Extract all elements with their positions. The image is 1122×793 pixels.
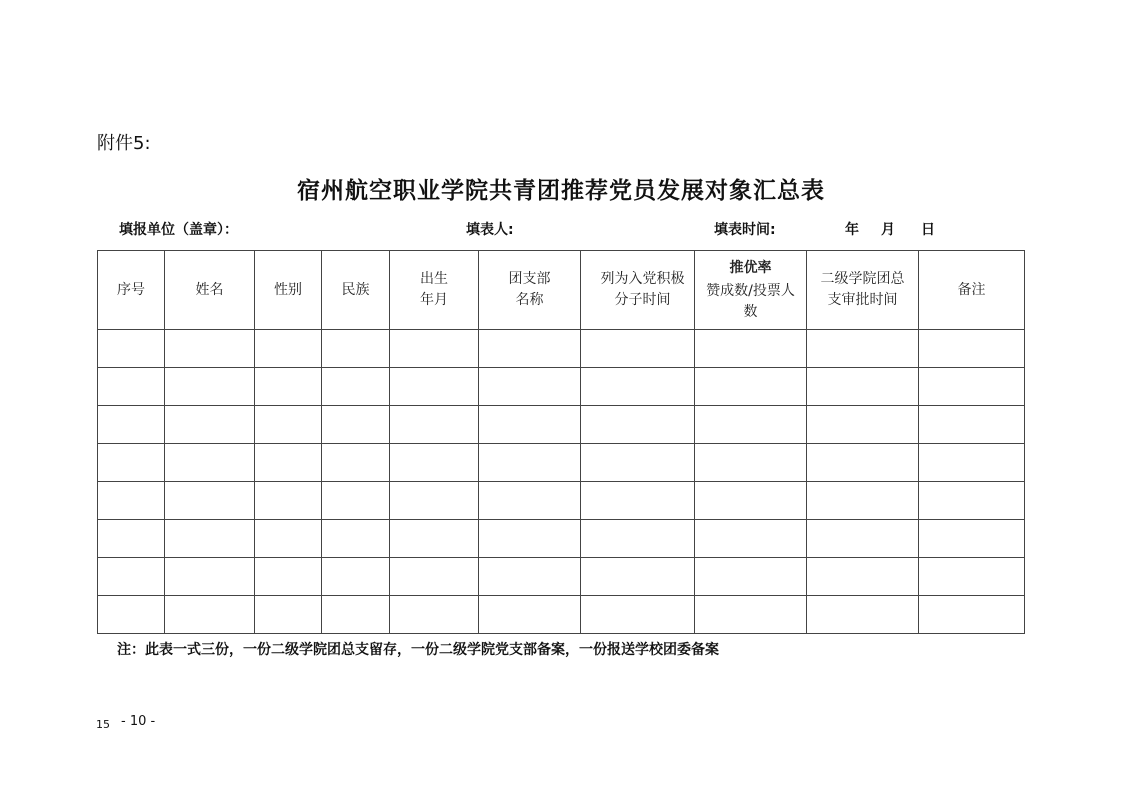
table-cell[interactable]	[255, 406, 322, 444]
table-cell[interactable]	[807, 558, 919, 596]
header-ethnicity-text: 民族	[341, 281, 370, 298]
table-cell[interactable]	[479, 330, 581, 368]
table-cell[interactable]	[479, 558, 581, 596]
table-cell[interactable]	[98, 520, 165, 558]
header-approval-time	[807, 251, 919, 330]
table-cell[interactable]	[695, 406, 807, 444]
table-row	[98, 596, 1025, 634]
header-rate-title: 推优率	[729, 259, 772, 276]
table-cell[interactable]	[919, 444, 1025, 482]
table-cell[interactable]	[581, 482, 695, 520]
table-cell[interactable]	[255, 596, 322, 634]
header-approval-line2: 支审批时间	[827, 292, 898, 308]
table-cell[interactable]	[479, 520, 581, 558]
document-title: 宿州航空职业学院共青团推荐党员发展对象汇总表	[297, 178, 825, 204]
table-cell[interactable]	[695, 330, 807, 368]
table-cell[interactable]	[98, 482, 165, 520]
month-label: 月	[881, 222, 895, 238]
table-cell[interactable]	[98, 444, 165, 482]
table-cell[interactable]	[695, 444, 807, 482]
table-cell[interactable]	[581, 596, 695, 634]
table-cell[interactable]	[581, 558, 695, 596]
table-cell[interactable]	[807, 368, 919, 406]
header-remarks	[919, 251, 1025, 330]
table-cell[interactable]	[98, 596, 165, 634]
header-recommend-rate	[695, 251, 807, 330]
table-cell[interactable]	[322, 520, 390, 558]
table-cell[interactable]	[479, 596, 581, 634]
header-gender	[255, 251, 322, 330]
table-row	[98, 558, 1025, 596]
table-cell[interactable]	[919, 368, 1025, 406]
header-birth-line2: 年月	[420, 292, 448, 308]
table-cell[interactable]	[165, 558, 255, 596]
table-cell[interactable]	[165, 520, 255, 558]
summary-table	[97, 250, 1025, 634]
header-activist-time	[581, 251, 695, 330]
table-cell[interactable]	[581, 368, 695, 406]
table-cell[interactable]	[322, 596, 390, 634]
header-ethnicity	[322, 251, 390, 330]
table-cell[interactable]	[919, 406, 1025, 444]
table-cell[interactable]	[807, 482, 919, 520]
table-cell[interactable]	[919, 596, 1025, 634]
table-header-row	[98, 251, 1025, 330]
header-seq-text: 序号	[117, 281, 145, 298]
table-cell[interactable]	[98, 406, 165, 444]
table-cell[interactable]	[919, 558, 1025, 596]
day-label: 日	[921, 222, 935, 238]
table-row	[98, 520, 1025, 558]
table-cell[interactable]	[695, 596, 807, 634]
table-cell[interactable]	[807, 596, 919, 634]
page-code: 15	[96, 718, 110, 731]
header-remarks-text: 备注	[957, 281, 986, 298]
table-row	[98, 444, 1025, 482]
table-cell[interactable]	[322, 406, 390, 444]
header-approval-line1: 二级学院团总	[820, 271, 905, 287]
table-body	[98, 330, 1025, 634]
table-cell[interactable]	[807, 406, 919, 444]
table-cell[interactable]	[807, 520, 919, 558]
table-cell[interactable]	[695, 482, 807, 520]
table-cell[interactable]	[390, 330, 479, 368]
table-cell[interactable]	[165, 596, 255, 634]
table-cell[interactable]	[255, 444, 322, 482]
table-cell[interactable]	[98, 330, 165, 368]
table-cell[interactable]	[479, 444, 581, 482]
table-cell[interactable]	[479, 368, 581, 406]
header-rate-line2: 数	[743, 303, 758, 320]
header-name	[165, 251, 255, 330]
header-birth-line1: 出生	[420, 271, 448, 287]
table-cell[interactable]	[98, 558, 165, 596]
header-activist-line2: 分子时间	[614, 292, 671, 308]
fill-time-label: 填表时间:	[714, 222, 776, 238]
table-cell[interactable]	[322, 482, 390, 520]
table-cell[interactable]	[390, 558, 479, 596]
table-row	[98, 330, 1025, 368]
table-cell[interactable]	[581, 406, 695, 444]
table-cell[interactable]	[165, 444, 255, 482]
table-cell[interactable]	[322, 368, 390, 406]
table-cell[interactable]	[390, 406, 479, 444]
header-branch-line2: 名称	[515, 292, 544, 308]
table-cell[interactable]	[695, 368, 807, 406]
table-cell[interactable]	[165, 482, 255, 520]
header-gender-text: 性别	[274, 281, 302, 298]
table-cell[interactable]	[255, 330, 322, 368]
table-cell[interactable]	[255, 482, 322, 520]
table-cell[interactable]	[581, 444, 695, 482]
table-cell[interactable]	[695, 520, 807, 558]
table-cell[interactable]	[165, 368, 255, 406]
table-cell[interactable]	[322, 558, 390, 596]
table-cell[interactable]	[919, 482, 1025, 520]
table-cell[interactable]	[255, 520, 322, 558]
table-cell[interactable]	[165, 330, 255, 368]
attachment-label: 附件5:	[97, 133, 151, 154]
table-cell[interactable]	[390, 596, 479, 634]
table-cell[interactable]	[581, 520, 695, 558]
table-cell[interactable]	[919, 330, 1025, 368]
filler-label: 填表人:	[466, 222, 514, 238]
table-cell[interactable]	[479, 406, 581, 444]
year-label: 年	[845, 222, 859, 238]
filling-unit-label: 填报单位（盖章）：	[119, 222, 238, 238]
table-cell[interactable]	[165, 406, 255, 444]
header-activist-line1: 列为入党积极	[600, 271, 685, 287]
header-name-text: 姓名	[195, 281, 224, 298]
header-rate-line1: 赞成数/投票人	[706, 282, 795, 299]
table-cell[interactable]	[390, 482, 479, 520]
table-row	[98, 368, 1025, 406]
table-cell[interactable]	[255, 558, 322, 596]
table-cell[interactable]	[255, 368, 322, 406]
table-cell[interactable]	[390, 520, 479, 558]
table-cell[interactable]	[322, 444, 390, 482]
table-cell[interactable]	[807, 444, 919, 482]
page-number: - 10 -	[121, 714, 156, 729]
table-cell[interactable]	[581, 330, 695, 368]
table-cell[interactable]	[390, 444, 479, 482]
footnote: 注：此表一式三份，一份二级学院团总支留存，一份二级学院党支部备案，一份报送学校团委备案	[117, 642, 719, 658]
header-seq	[98, 251, 165, 330]
header-branch	[479, 251, 581, 330]
header-branch-line1: 团支部	[508, 271, 551, 287]
table-row	[98, 482, 1025, 520]
table-cell[interactable]	[98, 368, 165, 406]
table-cell[interactable]	[479, 482, 581, 520]
header-birth	[390, 251, 479, 330]
table-cell[interactable]	[919, 520, 1025, 558]
table-cell[interactable]	[695, 558, 807, 596]
table-cell[interactable]	[390, 368, 479, 406]
table-cell[interactable]	[807, 330, 919, 368]
table-row	[98, 406, 1025, 444]
table-cell[interactable]	[322, 330, 390, 368]
